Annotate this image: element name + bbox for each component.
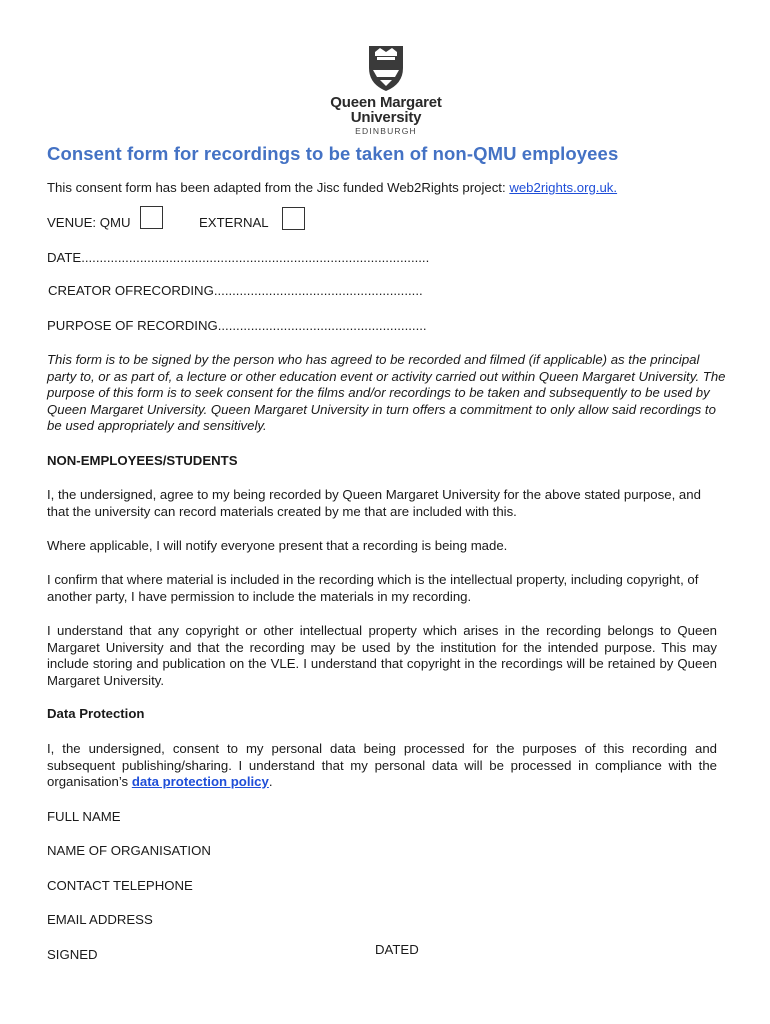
paragraph-notify: Where applicable, I will notify everyone present that a recording is being made. bbox=[47, 538, 508, 553]
data-protection-text: I, the undersigned, consent to my personal data being processed for the purposes of this recording and subsequent publishing/sharing. I understand that my personal data will be processed in compliance with the organisation’s bbox=[47, 741, 717, 790]
section-heading-non-employees: NON-EMPLOYEES/STUDENTS bbox=[47, 453, 238, 468]
intro-body: This consent form has been adapted from the Jisc funded Web2Rights project: bbox=[47, 180, 510, 195]
university-logo bbox=[326, 44, 446, 136]
venue-qmu-label: VENUE: QMU bbox=[47, 215, 131, 230]
purpose-field[interactable]: PURPOSE OF RECORDING......................................................... bbox=[47, 318, 427, 333]
logo-line-3: EDINBURGH bbox=[355, 126, 417, 136]
data-protection-policy-link[interactable]: data protection policy bbox=[131, 774, 269, 790]
italic-note: This form is to be signed by the person who has agreed to be recorded and filmed (if applicable) as the principal party to, or as part of, a lecture or other education event or activity carried out within Queen Margaret University. The purpose of this form is to seek consent for the films and/or recordings to be taken and subsequently to be used by Queen Margaret University. Queen Margaret University in turn offers a commitment to only allow said recordings to be used appropriately and sensitively. bbox=[47, 352, 726, 434]
data-protection-heading: Data Protection bbox=[47, 706, 145, 721]
paragraph-confirm: I confirm that where material is included in the recording which is the intellectual property, including copyright, of another party, I have permission to include the materials in my recording. bbox=[47, 572, 699, 604]
page-title: Consent form for recordings to be taken of non-QMU employees bbox=[47, 143, 619, 164]
qmu-checkbox[interactable] bbox=[140, 206, 163, 229]
intro-text bbox=[47, 180, 617, 197]
organisation-label: NAME OF ORGANISATION bbox=[47, 843, 211, 858]
signed-label: SIGNED bbox=[47, 947, 98, 962]
dated-label: DATED bbox=[375, 942, 419, 957]
paragraph-copyright: I understand that any copyright or other intellectual property which arises in the recording belongs to Queen Margaret University and that the recording may be used by the institution for the intended purpose. This may include storing and publication on the VLE. I understand that copyright in the recordings will be retained by Queen Margaret University. bbox=[47, 623, 717, 688]
venue-qmu bbox=[47, 215, 131, 232]
data-protection-paragraph bbox=[47, 741, 717, 791]
venue-external-label: EXTERNAL bbox=[199, 215, 269, 230]
telephone-label: CONTACT TELEPHONE bbox=[47, 878, 193, 893]
crest-icon bbox=[366, 44, 406, 92]
logo-line-2: University bbox=[350, 109, 422, 126]
web2rights-link[interactable]: web2rights.org.uk. bbox=[509, 180, 618, 195]
external-checkbox[interactable] bbox=[282, 207, 305, 230]
data-protection-end: . bbox=[268, 774, 273, 790]
logo-line-1: Queen Margaret bbox=[330, 94, 442, 111]
date-field[interactable]: DATE............................................................................................... bbox=[47, 250, 430, 265]
creator-field[interactable]: CREATOR OFRECORDING......................................................... bbox=[48, 283, 423, 298]
email-label: EMAIL ADDRESS bbox=[47, 912, 153, 927]
full-name-label: FULL NAME bbox=[47, 809, 121, 824]
paragraph-agree: I, the undersigned, agree to my being recorded by Queen Margaret University for the above stated purpose, and that the university can record materials created by me that are included with this. bbox=[47, 487, 701, 519]
